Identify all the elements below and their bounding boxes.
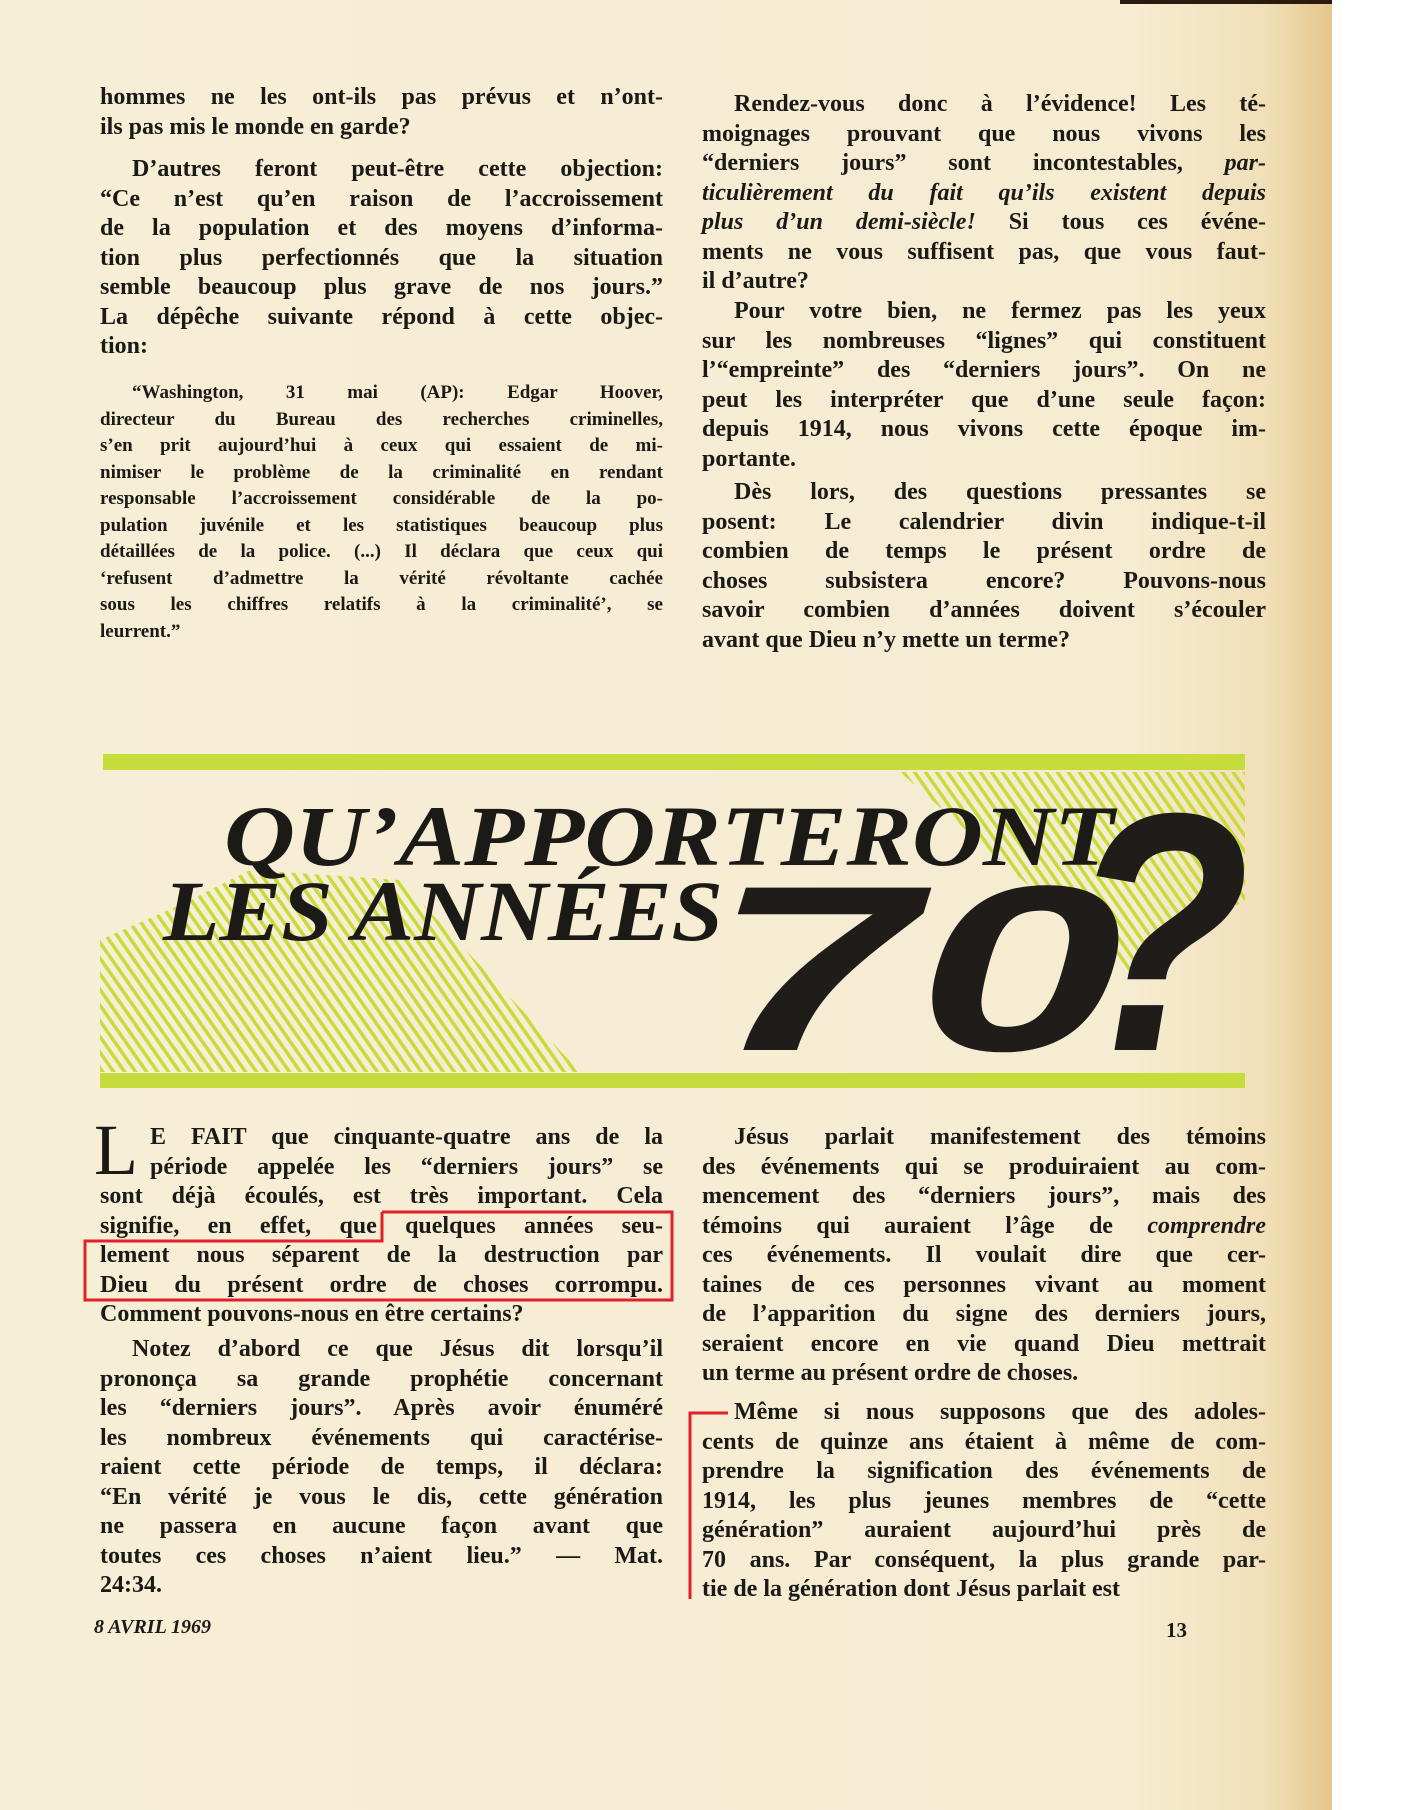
text-line: s’en prit aujourd’hui à ceux qui essaient de mi- xyxy=(100,435,663,456)
drop-cap: L xyxy=(94,1110,138,1190)
text-line xyxy=(702,208,1266,238)
text-line: “Washington, 31 mai (AP): Edgar Hoover, xyxy=(132,382,663,403)
text-line: depuis 1914, nous vivons cette époque im- xyxy=(702,416,1266,442)
paragraph xyxy=(702,1398,1266,1605)
text-segment: Si tous ces événe- xyxy=(975,209,1267,235)
italic-emphasis: comprendre xyxy=(1147,1212,1266,1239)
text-line: tie de la génération dont Jésus parlait est xyxy=(702,1576,1120,1602)
paragraph xyxy=(702,478,1266,655)
text-line: prononça sa grande prophétie concernant xyxy=(100,1365,663,1392)
text-line xyxy=(702,149,1266,179)
text-line: un terme au présent ordre de choses. xyxy=(702,1360,1079,1386)
paragraph xyxy=(100,1123,663,1330)
paragraph xyxy=(100,83,663,142)
text-line: taines de ces personnes vivant au moment xyxy=(702,1271,1266,1298)
text-line: avant que Dieu n’y mette un terme? xyxy=(702,626,1070,653)
text-line: Notez d’abord ce que Jésus dit lorsqu’il xyxy=(132,1336,663,1362)
text-line: cents de quinze ans étaient à même de com- xyxy=(702,1428,1266,1455)
text-segment: témoins qui auraient l’âge de xyxy=(702,1212,1148,1239)
text-line: posent: Le calendrier divin indique-t-il xyxy=(702,508,1266,535)
text-line: ils pas mis le monde en garde? xyxy=(100,113,411,140)
text-line: hommes ne les ont-ils pas prévus et n’ont- xyxy=(100,84,663,110)
text-line: tion: xyxy=(100,333,148,359)
title-line-2: LES ANNÉES xyxy=(161,863,723,959)
text-line: peut les interpréter que d’une seule façon: xyxy=(702,386,1266,413)
text-line: sur les nombreuses “lignes” qui constituent xyxy=(702,327,1266,354)
text-line: Même si nous supposons que des adoles- xyxy=(734,1399,1266,1425)
text-line: combien de temps le présent ordre de xyxy=(702,538,1266,564)
text-line: “Ce n’est qu’en raison de l’accroissement xyxy=(100,185,663,212)
paragraph xyxy=(702,90,1266,297)
text-line: ces événements. Il voulait dire que cer- xyxy=(702,1242,1266,1268)
text-line: directeur du Bureau des recherches criminelles, xyxy=(100,408,663,430)
text-line: pulation juvénile et les statistiques beaucoup plus xyxy=(100,514,663,536)
text-line: détaillées de la police. (...) Il déclara que ceux qui xyxy=(100,541,663,562)
text-line: Rendez-vous donc à l’évidence! Les té- xyxy=(734,91,1266,117)
paragraph xyxy=(702,1123,1266,1389)
text-line: responsable l’accroissement considérable de la po- xyxy=(100,488,663,509)
title-line-1: QU’APPORTERONT xyxy=(224,788,1118,884)
paragraph xyxy=(702,297,1266,474)
italic-emphasis: par- xyxy=(1224,150,1266,176)
text-line: Comment pouvons-nous en être certains? xyxy=(100,1301,524,1327)
text-line: de l’apparition du signe des derniers jours, xyxy=(702,1301,1266,1327)
text-line: génération” auraient aujourd’hui près de xyxy=(702,1517,1266,1543)
text-line: ne passera en aucune façon avant que xyxy=(100,1513,663,1539)
text-line: savoir combien d’années doivent s’écouler xyxy=(702,597,1266,623)
text-line: prendre la signification des événements de xyxy=(702,1458,1266,1484)
text-line: La dépêche suivante répond à cette objec- xyxy=(100,303,663,330)
text-line: D’autres feront peut-être cette objection: xyxy=(132,156,663,182)
text-line: tion plus perfectionnés que la situation xyxy=(100,244,663,271)
text-line: lement nous séparent de la destruction par xyxy=(100,1242,663,1268)
text-line xyxy=(702,179,1266,209)
quoted-dispatch xyxy=(100,380,663,645)
text-line: ments ne vous suffisent pas, que vous faut- xyxy=(702,238,1266,265)
text-line: semble beaucoup plus grave de nos jours.” xyxy=(100,274,663,300)
text-line xyxy=(702,1212,1266,1242)
text-line: toutes ces choses n’aient lieu.” — Mat. xyxy=(100,1542,663,1569)
text-line: moignages prouvant que nous vivons les xyxy=(702,120,1266,147)
text-line: sont déjà écoulés, est très important. Cela xyxy=(100,1183,663,1209)
text-line: signifie, en effet, que quelques années seu- xyxy=(100,1212,663,1239)
text-line: les “derniers jours”. Après avoir énuméré xyxy=(100,1395,663,1421)
text-line: ‘refusent d’admettre la vérité révoltante cachée xyxy=(100,567,663,589)
text-line: les nombreux événements qui caractérise- xyxy=(100,1424,663,1451)
paragraph xyxy=(100,1335,663,1601)
text-line: de la population et des moyens d’informa- xyxy=(100,215,663,241)
page-number: 13 xyxy=(1166,1618,1187,1642)
text-line: E FAIT que cinquante-quatre ans de la xyxy=(150,1124,663,1150)
text-line: “En vérité je vous le dis, cette génération xyxy=(100,1483,663,1510)
title-number-70: 70 xyxy=(712,837,1122,1100)
text-line: raient cette période de temps, il déclara: xyxy=(100,1454,663,1480)
text-line: nimiser le problème de la criminalité en rendant xyxy=(100,461,663,483)
paragraph xyxy=(100,155,663,362)
text-segment: “derniers jours” sont incontestables, xyxy=(702,150,1225,176)
text-line: Dieu du présent ordre de choses corrompu. xyxy=(100,1271,663,1298)
text-line: des événements qui se produiraient au com- xyxy=(702,1153,1266,1180)
text-line: Dès lors, des questions pressantes se xyxy=(734,479,1266,505)
text-line: portante. xyxy=(702,445,796,472)
text-line: 1914, les plus jeunes membres de “cette xyxy=(702,1487,1266,1514)
text-line: sous les chiffres relatifs à la criminalité’, se xyxy=(100,594,663,615)
text-line: mencement des “derniers jours”, mais des xyxy=(702,1183,1266,1209)
italic-emphasis: plus d’un demi-siècle! xyxy=(702,209,976,235)
text-line: 70 ans. Par conséquent, la plus grande par- xyxy=(702,1546,1266,1573)
text-line: leurrent.” xyxy=(100,620,181,642)
text-line: choses subsistera encore? Pouvons-nous xyxy=(702,567,1266,594)
text-line: Pour votre bien, ne fermez pas les yeux xyxy=(734,298,1266,324)
text-line: 24:34. xyxy=(100,1572,162,1598)
page-edge-shadow xyxy=(1120,0,1332,4)
text-line: seraient encore en vie quand Dieu mettrait xyxy=(702,1330,1266,1357)
italic-emphasis: ticulièrement du fait qu’ils existent depuis xyxy=(702,179,1266,206)
article-title-banner xyxy=(0,740,1401,1100)
text-line: période appelée les “derniers jours” se xyxy=(150,1153,663,1180)
text-line: il d’autre? xyxy=(702,268,809,294)
title-question-mark: ? xyxy=(1070,743,1250,1100)
text-line: Jésus parlait manifestement des témoins xyxy=(734,1124,1266,1150)
issue-date: 8 AVRIL 1969 xyxy=(94,1616,212,1638)
text-line: l’“empreinte” des “derniers jours”. On ne xyxy=(702,357,1266,383)
